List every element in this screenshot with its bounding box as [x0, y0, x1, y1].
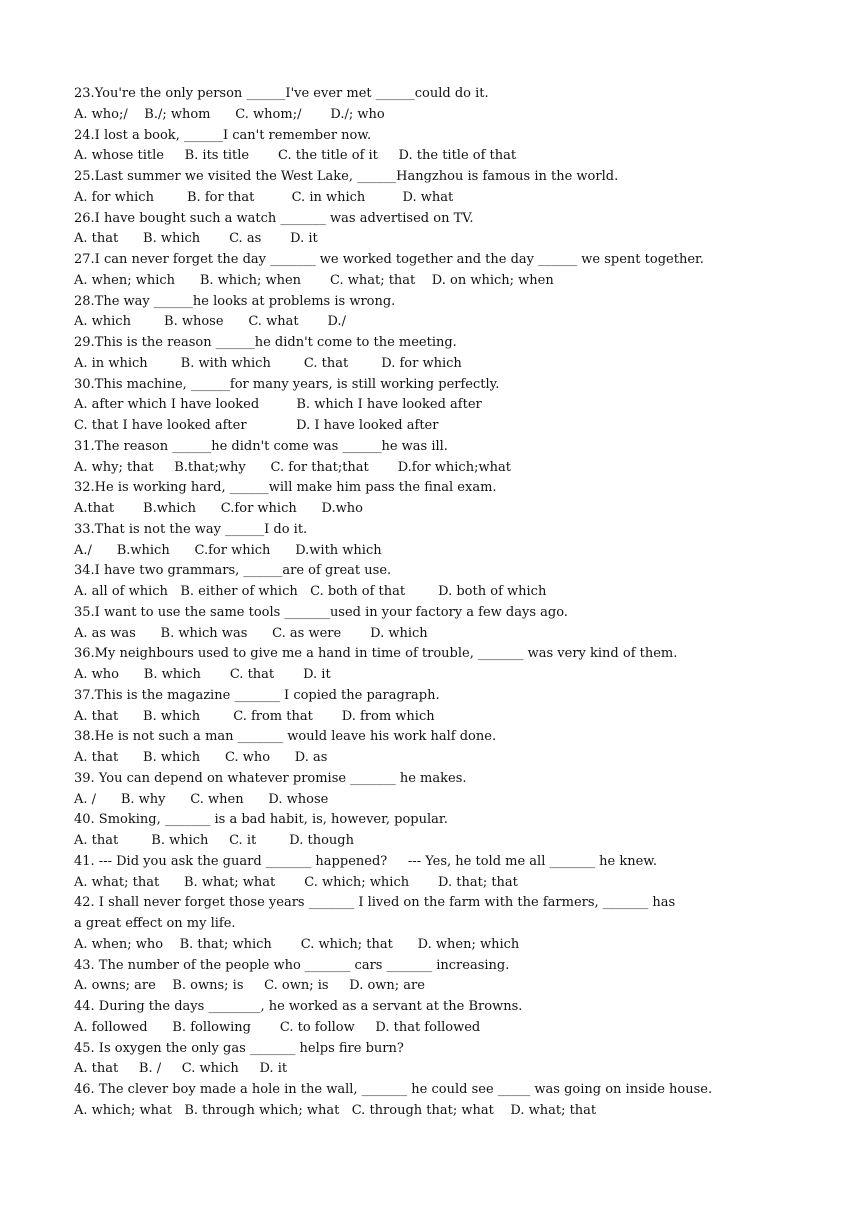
question-36: 36.My neighbours used to give me a hand in time of trouble, _______ was very kind of them.: [74, 646, 678, 662]
question-42-cont: a great effect on my life.: [74, 916, 236, 931]
question-30: 30.This machine, ______for many years, is still working perfectly.: [74, 376, 500, 392]
options-32: A.that B.which C.for which D.who: [74, 501, 363, 516]
options-43: A. owns; are B. owns; is C. own; is D. own; are: [74, 978, 425, 994]
options-30-cd: C. that I have looked after D. I have looked after: [74, 418, 439, 433]
options-36: A. who B. which C. that D. it: [74, 667, 331, 682]
options-27: A. when; which B. which; when C. what; that D. on which; when: [74, 272, 554, 288]
question-42: 42. I shall never forget those years _______ I lived on the farm with the farmers, _______ has: [74, 895, 676, 911]
question-35: 35.I want to use the same tools _______used in your factory a few days ago.: [74, 604, 568, 620]
options-37: A. that B. which C. from that D. from which: [74, 708, 435, 724]
question-23: 23.You're the only person ______I've ever met ______could do it.: [74, 86, 489, 101]
question-24: 24.I lost a book, ______I can't remember now.: [74, 127, 372, 143]
options-40: A. that B. which C. it D. though: [74, 833, 354, 848]
question-26: 26.I have bought such a watch _______ was advertised on TV.: [74, 210, 474, 226]
question-33: 33.That is not the way ______I do it.: [74, 521, 308, 537]
question-31: 31.The reason ______he didn't come was ______he was ill.: [74, 438, 448, 454]
options-23: A. who;/ B./; whom C. whom;/ D./; who: [74, 106, 385, 122]
question-34: 34.I have two grammars, ______are of great use.: [74, 563, 392, 579]
options-25: A. for which B. for that C. in which D. what: [74, 189, 454, 205]
options-42: A. when; who B. that; which C. which; that D. when; which: [74, 936, 520, 952]
question-38: 38.He is not such a man _______ would leave his work half done.: [74, 729, 497, 745]
question-27: 27.I can never forget the day _______ we worked together and the day ______ we spent together.: [74, 252, 704, 267]
options-38: A. that B. which C. who D. as: [74, 750, 328, 765]
exercise-page: [74, 84, 804, 1122]
options-39: A. / B. why C. when D. whose: [74, 791, 329, 807]
options-28: A. which B. whose C. what D./: [74, 314, 346, 330]
question-45: 45. Is oxygen the only gas _______ helps fire burn?: [74, 1040, 404, 1056]
options-44: A. followed B. following C. to follow D. that followed: [74, 1019, 481, 1035]
question-39: 39. You can depend on whatever promise _______ he makes.: [74, 770, 467, 786]
question-29: 29.This is the reason ______he didn't come to the meeting.: [74, 335, 457, 350]
question-40: 40. Smoking, _______ is a bad habit, is, however, popular.: [74, 812, 448, 828]
options-29: A. in which B. with which C. that D. for which: [74, 355, 462, 371]
question-41: 41. --- Did you ask the guard _______ happened? --- Yes, he told me all _______ he knew.: [74, 853, 658, 869]
options-34: A. all of which B. either of which C. both of that D. both of which: [74, 584, 547, 599]
options-26: A. that B. which C. as D. it: [74, 231, 318, 247]
question-32: 32.He is working hard, ______will make him pass the final exam.: [74, 480, 497, 496]
question-43: 43. The number of the people who _______ cars _______ increasing.: [74, 957, 510, 973]
options-45: A. that B. / C. which D. it: [74, 1061, 288, 1077]
options-31: A. why; that B.that;why C. for that;that D.for which;what: [74, 459, 511, 475]
options-41: A. what; that B. what; what C. which; which D. that; that: [74, 874, 518, 890]
options-33: A./ B.which C.for which D.with which: [74, 542, 382, 558]
question-28: 28.The way ______he looks at problems is wrong.: [74, 293, 396, 309]
options-30-ab: A. after which I have looked B. which I have looked after: [74, 397, 482, 413]
question-46: 46. The clever boy made a hole in the wall, _______ he could see _____ was going on inside house.: [74, 1082, 713, 1097]
options-46: A. which; what B. through which; what C. through that; what D. what; that: [74, 1102, 597, 1118]
question-44: 44. During the days ________, he worked as a servant at the Browns.: [74, 999, 523, 1014]
options-24: A. whose title B. its title C. the title of it D. the title of that: [74, 148, 517, 164]
question-25: 25.Last summer we visited the West Lake, ______Hangzhou is famous in the world.: [74, 169, 619, 184]
options-35: A. as was B. which was C. as were D. which: [74, 625, 428, 641]
question-37: 37.This is the magazine _______ I copied the paragraph.: [74, 687, 440, 703]
